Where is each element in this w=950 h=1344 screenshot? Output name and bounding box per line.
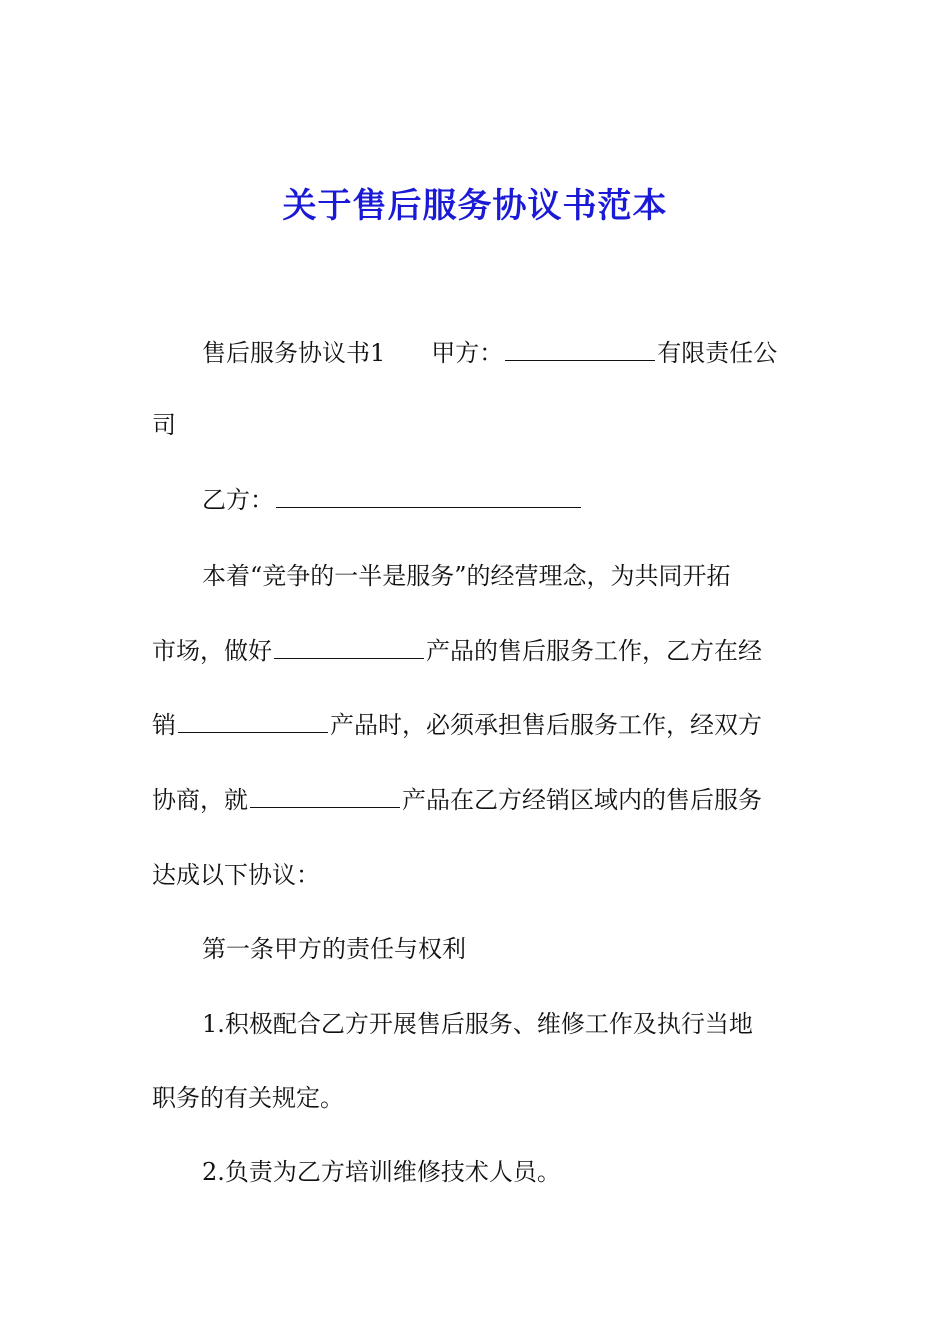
- intro-line-3: [152, 710, 762, 740]
- party-a-label: 甲方：: [431, 339, 504, 367]
- product-blank-1[interactable]: [274, 636, 424, 659]
- party-b-blank[interactable]: [276, 485, 581, 508]
- intro-line-4-pre: 协商，就: [152, 786, 248, 814]
- intro-line-2-post: 产品的售后服务工作，乙方在经: [426, 637, 762, 665]
- intro-line-1: 本着“竞争的一半是服务”的经营理念，为共同开拓: [202, 562, 731, 590]
- party-b-label: 乙方：: [202, 486, 274, 514]
- intro-line-5: 达成以下协议：: [152, 861, 320, 889]
- header-line: [202, 338, 777, 368]
- article-1-item-2: 2.负责为乙方培训维修技术人员。: [202, 1158, 561, 1186]
- party-a-suffix: 有限责任公: [657, 339, 778, 367]
- intro-line-4-post: 产品在乙方经销区域内的售后服务: [402, 786, 762, 814]
- party-b-line: [202, 485, 583, 515]
- article-1-heading: 第一条甲方的责任与权利: [202, 935, 466, 963]
- intro-line-4: [152, 785, 762, 815]
- article-1-item-1-cont: 职务的有关规定。: [152, 1084, 344, 1112]
- intro-line-2: [152, 636, 762, 666]
- agreement-name: 售后服务协议书1: [202, 339, 386, 367]
- product-blank-2[interactable]: [178, 710, 328, 733]
- intro-line-3-post: 产品时，必须承担售后服务工作，经双方: [330, 711, 762, 739]
- product-blank-3[interactable]: [250, 785, 400, 808]
- intro-line-3-pre: 销: [152, 711, 176, 739]
- intro-line-2-pre: 市场，做好: [152, 637, 272, 665]
- document-title: 关于售后服务协议书范本: [282, 186, 668, 226]
- party-a-wrap: 司: [152, 411, 176, 439]
- party-a-blank[interactable]: [505, 338, 655, 361]
- article-1-item-1: 1.积极配合乙方开展售后服务、维修工作及执行当地: [202, 1010, 753, 1038]
